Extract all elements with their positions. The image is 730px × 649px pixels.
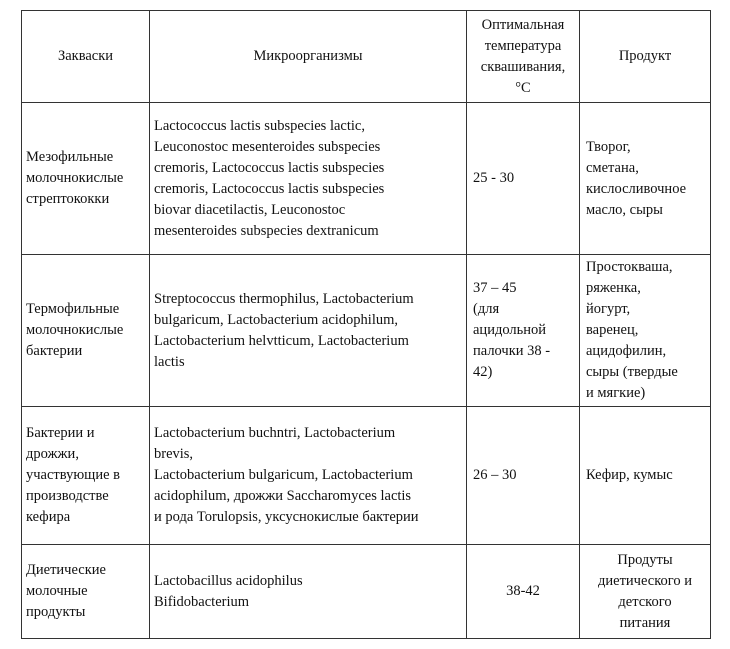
cell-line: 38-42: [506, 583, 540, 599]
table-row: [22, 255, 711, 407]
table-header-row: [22, 11, 711, 103]
temperature-cell: [467, 255, 580, 407]
cell-line: йогурт,: [586, 301, 631, 317]
cell-line: biovar diacetilactis, Leuconostoc: [154, 201, 346, 218]
cell-line: ацидофилин,: [586, 343, 667, 359]
header-temperature-line: температура: [484, 37, 562, 54]
header-starter: Закваски: [22, 11, 150, 103]
header-temperature: [467, 11, 580, 103]
header-temperature-line: Оптимальная: [481, 16, 565, 33]
cell-line: Продуты: [617, 551, 673, 568]
cell-line: Lactococcus lactis subspecies lactic,: [154, 117, 365, 134]
temperature-cell: [467, 103, 580, 255]
cell-line: Простокваша,: [586, 259, 673, 275]
starter-cell: [22, 103, 150, 255]
cell-line: кислосливочное: [586, 180, 687, 197]
cell-line: ацидольной: [473, 322, 547, 338]
cell-line: бактерии: [26, 343, 83, 359]
cell-line: детского: [618, 593, 672, 610]
cell-line: молочные: [26, 583, 88, 599]
microorganisms-cell: [150, 255, 467, 407]
cell-line: Кефир, кумыс: [586, 467, 673, 483]
cell-line: 42): [473, 364, 493, 380]
cell-line: cremoris, Lactococcus lactis subspecies: [154, 159, 385, 176]
cell-line: Диетические: [26, 562, 106, 578]
cell-line: 37 – 45: [473, 280, 517, 296]
microorganisms-cell: [150, 545, 467, 639]
cell-line: кефира: [26, 509, 71, 525]
microorganisms-cell: [150, 103, 467, 255]
cell-line: Термофильные: [26, 301, 120, 317]
cell-line: cremoris, Lactococcus lactis subspecies: [154, 180, 385, 197]
header-temperature-line: сквашивания,: [480, 58, 566, 75]
cell-line: Творог,: [586, 138, 631, 155]
temperature-cell: [467, 545, 580, 639]
cell-line: сыры (твердые: [586, 364, 678, 380]
product-cell: [580, 255, 711, 407]
cell-line: варенец,: [586, 322, 639, 338]
cell-line: brevis,: [154, 446, 194, 462]
cell-line: Бактерии и: [26, 425, 95, 441]
microorganisms-cell: [150, 407, 467, 545]
starter-cell: [22, 255, 150, 407]
cell-line: (для: [473, 301, 500, 317]
table-row: [22, 545, 711, 639]
cell-line: продукты: [26, 604, 86, 620]
cell-line: производстве: [26, 488, 109, 504]
cell-line: палочки 38 -: [473, 343, 551, 359]
cell-line: стрептококки: [26, 191, 110, 207]
cell-line: питания: [619, 614, 671, 631]
temperature-cell: [467, 407, 580, 545]
product-cell: [580, 407, 711, 545]
cell-line: масло, сыры: [586, 201, 663, 218]
cell-line: Leuconostoc mesenteroides subspecies: [154, 138, 381, 155]
product-cell: [580, 545, 711, 639]
cell-line: Мезофильные: [26, 149, 114, 165]
cell-line: участвующие в: [26, 467, 121, 483]
header-temperature-line: °С: [515, 79, 531, 96]
cell-line: и рода Torulopsis, уксуснокислые бактерии: [154, 509, 419, 525]
cell-line: acidophilum, дрожжи Saccharomyces lactis: [154, 488, 412, 504]
cell-line: lactis: [154, 353, 185, 370]
product-cell: [580, 103, 711, 255]
cell-line: Lactobacillus acidophilus: [154, 572, 303, 589]
cell-line: Streptococcus thermophilus, Lactobacterium: [154, 290, 414, 307]
cell-line: 26 – 30: [473, 467, 517, 483]
cell-line: диетического и: [598, 572, 692, 589]
cell-line: ряженка,: [586, 280, 641, 296]
cell-line: молочнокислые: [26, 170, 124, 186]
starter-cultures-table: [21, 10, 711, 639]
cell-line: сметана,: [586, 159, 639, 176]
table-row: [22, 407, 711, 545]
starter-cell: [22, 407, 150, 545]
cell-line: Lactobacterium bulgaricum, Lactobacterium: [154, 467, 413, 483]
cell-line: bulgaricum, Lactobacterium acidophilum,: [154, 311, 399, 328]
cell-line: mesenteroides subspecies dextranicum: [154, 222, 379, 239]
cell-line: дрожжи,: [26, 446, 79, 462]
cell-line: и мягкие): [586, 385, 646, 401]
table-row: [22, 103, 711, 255]
header-microorganisms: Микроорганизмы: [150, 11, 467, 103]
cell-line: Bifidobacterium: [154, 593, 250, 610]
cell-line: Lactobacterium buchntri, Lactobacterium: [154, 425, 396, 441]
cell-line: Lactobacterium helvtticum, Lactobacterium: [154, 332, 409, 349]
header-product: Продукт: [580, 11, 711, 103]
cell-line: 25 - 30: [473, 170, 515, 186]
starter-cell: [22, 545, 150, 639]
cell-line: молочнокислые: [26, 322, 124, 338]
